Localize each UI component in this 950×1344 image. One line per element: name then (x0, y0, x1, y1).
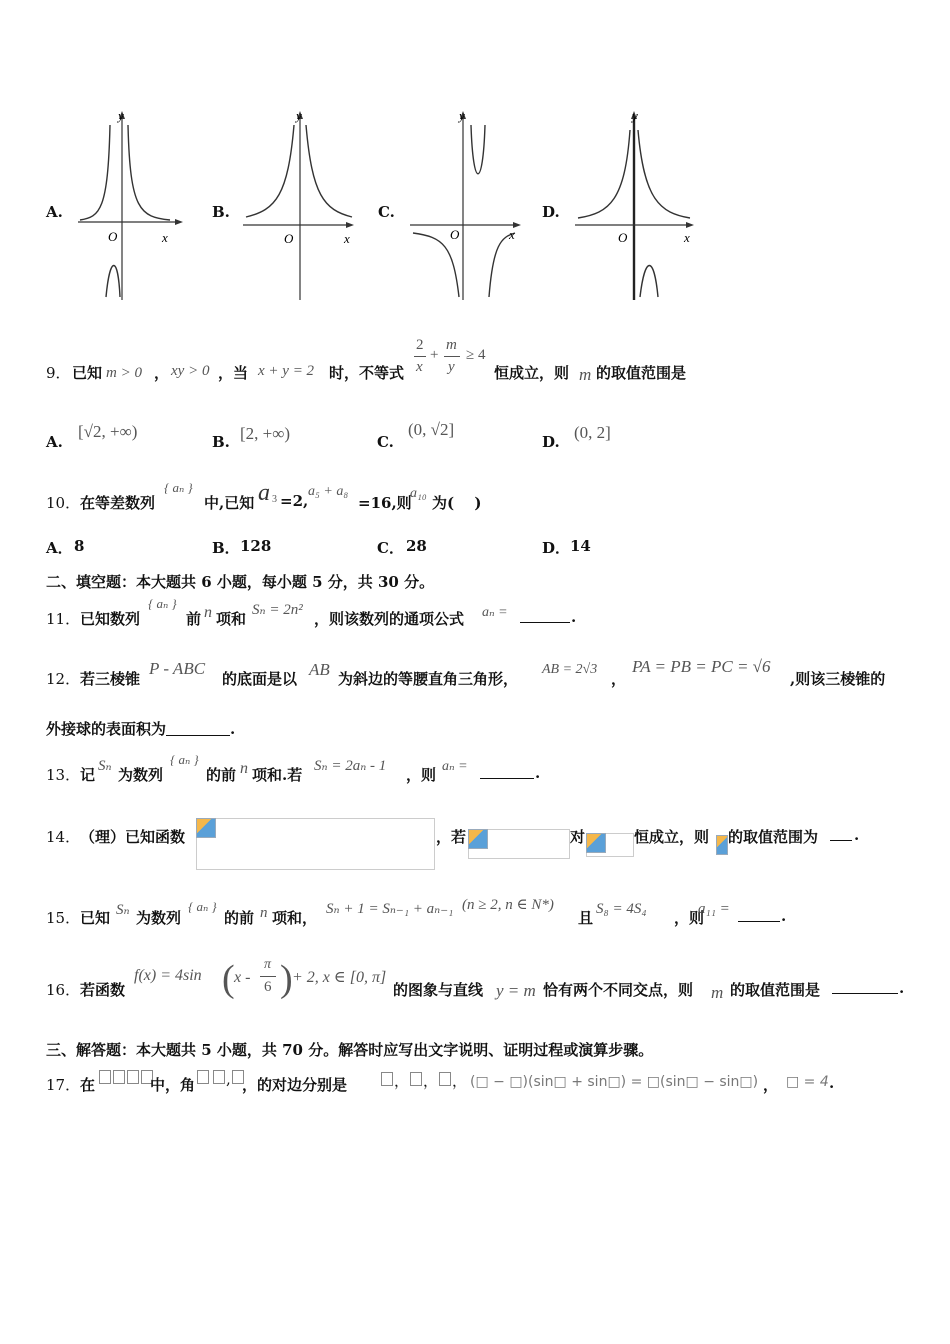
origin: O (450, 227, 460, 242)
axis-x: x (684, 230, 690, 245)
question-17: 17． 在 中，角 , ，的对边分别是 ， ， ， (□ − □)(sin□ + sin□) = □(sin□ − sin□) ， □ = 4 . (46, 1070, 835, 1094)
question-14: 14． （理）已知函数 ，若 对 恒成立，则 的取值范围为 . (46, 815, 906, 875)
question-12-line2: 外接球的表面积为 . (46, 720, 236, 738)
axis-y: y (459, 108, 465, 123)
question-10: 10． 在等差数列 { aₙ } 中,已知 a 3 =2, a₅ + a₈ =16,则 a₁₀ 为( ) (46, 480, 482, 512)
broken-image-icon (716, 835, 728, 855)
option-label: C. (378, 203, 395, 221)
axis-y: y (296, 108, 302, 123)
q9-option-b: [2, +∞) (240, 424, 291, 443)
glyph-placeholder (98, 1070, 154, 1088)
broken-image-icon (586, 833, 606, 853)
question-15: 15． 已知 Sₙ 为数列 { aₙ } 的前 n 项和， Sₙ + 1 = Sₙ₋₁ + aₙ₋₁ (n ≥ 2, n ∈ N*) 且 S₈ = 4S₄ ，则 a₁₁ = . (46, 897, 787, 927)
q10-option-c: 28 (406, 537, 427, 555)
q17-equation: (□ − □)(sin□ + sin□) = □(sin□ − sin□) (470, 1074, 759, 1090)
graph-c (405, 105, 525, 305)
q10-option-b: 128 (240, 537, 272, 555)
q9-option-a: [√2, +∞) (78, 422, 138, 441)
axis-x: x (162, 230, 168, 245)
axis-y: y (118, 108, 124, 123)
graph-d (570, 105, 700, 305)
q10-options: A． 8 B． 128 C． 28 D． 14 (46, 537, 591, 557)
axis-y: y (632, 108, 638, 123)
broken-image-icon (468, 829, 488, 849)
axis-x: x (509, 227, 515, 242)
q9-options: A. [√2, +∞) B. [2, +∞) C. (0, √2] D. (0, 2] (46, 420, 611, 451)
option-label: B. (212, 203, 230, 221)
section-2-heading: 二、填空题：本大题共 6 小题，每小题 5 分，共 30 分。 (46, 573, 435, 591)
glyph-placeholder: ， ， ， (380, 1070, 467, 1091)
axis-x: x (344, 231, 350, 246)
function-image-placeholder (196, 818, 435, 870)
q9-option-c: (0, √2] (408, 420, 455, 439)
origin: O (108, 229, 118, 244)
option-label: D. (542, 203, 560, 221)
section-3-heading: 三、解答题：本大题共 5 小题，共 70 分。解答时应写出文字说明、证明过程或演算步骤。 (46, 1041, 654, 1059)
q17-equation-2: □ = 4 (786, 1074, 829, 1090)
question-12: 12． 若三棱锥 P - ABC 的底面是以 AB 为斜边的等腰直角三角形， AB = 2√3 ， PA = PB = PC = √6 ,则该三棱锥的 (46, 657, 886, 688)
glyph-placeholder: , (212, 1070, 245, 1088)
question-16: 16． 若函数 f(x) = 4sin ( x - π 6 ) + 2, x ∈ [0, π] 的图象与直线 y = m 恰有两个不同交点，则 m 的取值范围是 . (46, 957, 905, 1002)
q10-option-d: 14 (570, 537, 591, 555)
graph-b (238, 105, 358, 305)
broken-image-icon (196, 818, 216, 838)
q9-option-d: (0, 2] (574, 423, 611, 442)
glyph-placeholder (196, 1070, 210, 1088)
question-11: 11． 已知数列 { aₙ } 前 n 项和 Sₙ = 2n² ，则该数列的通项公式 aₙ = . (46, 596, 577, 628)
origin: O (284, 231, 294, 246)
graph-a (70, 105, 185, 305)
option-label: A. (46, 203, 63, 221)
q9-number: 9． (46, 364, 71, 382)
question-13: 13． 记 Sₙ 为数列 { aₙ } 的前 n 项和.若 Sₙ = 2aₙ - 1 ，则 aₙ = . (46, 752, 541, 784)
origin: O (618, 230, 628, 245)
q10-option-a: 8 (74, 537, 85, 555)
